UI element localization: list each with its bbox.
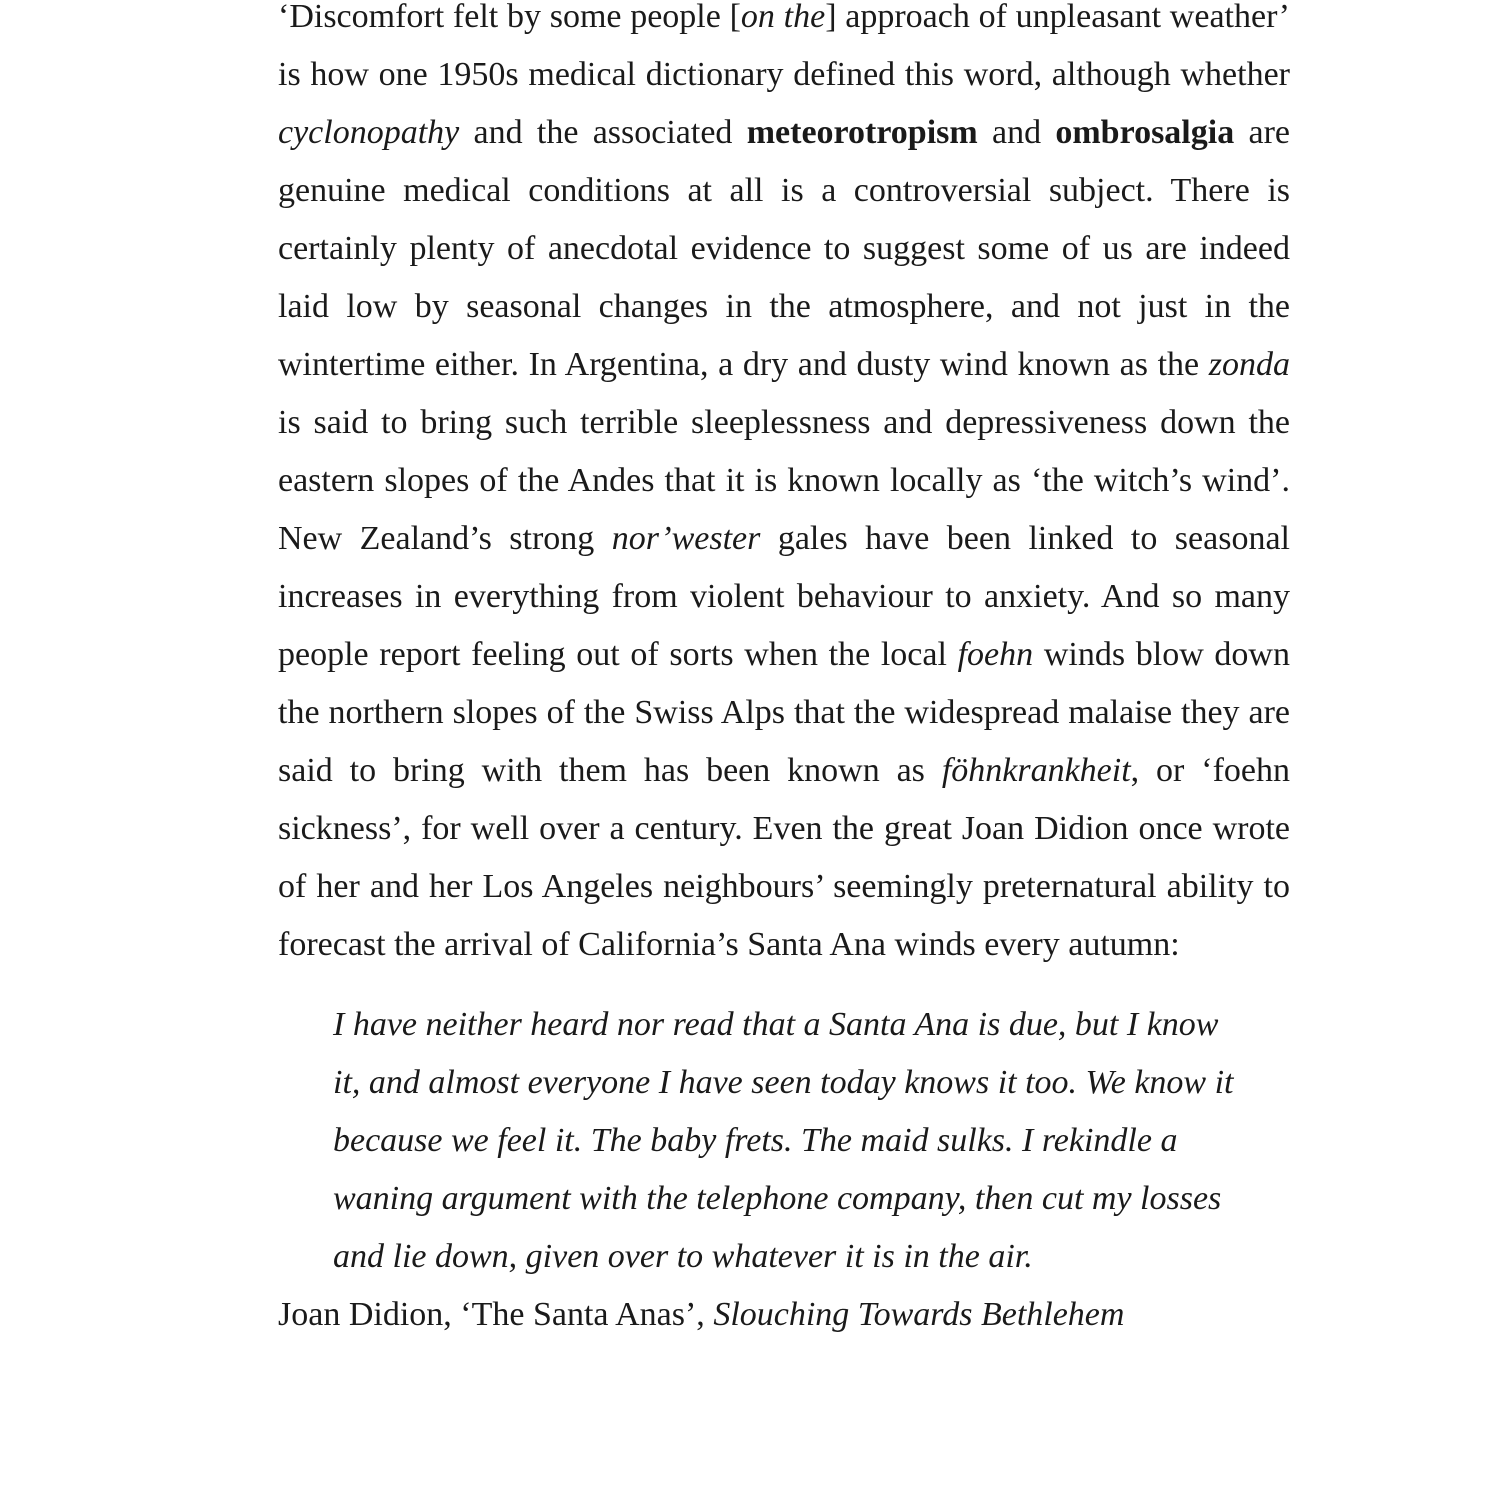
text-run: , or ‘foehn sickness’, for well over a century. Even the great Joan Didion once wrote of her and her Los Angeles neighbours’ seemingly preternatural ability to forecast the arrival of California’s Santa Ana winds every autumn:: [278, 752, 1290, 963]
italic-term: föhnkrankheit: [941, 752, 1131, 789]
italic-term: on the: [740, 0, 826, 35]
italic-term: nor’wester: [611, 520, 761, 557]
citation-work: Slouching Towards Bethlehem: [713, 1296, 1125, 1333]
italic-term: cyclonopathy: [278, 114, 460, 151]
quote-citation: [278, 1286, 1290, 1344]
text-run: ‘Discomfort felt by some people [: [278, 0, 741, 35]
text-run: ] approach of unpleasant weather’ is how one 1950s medical dictionary defined this word, although whether: [278, 0, 1290, 93]
text-run: winds blow down the northern slopes of the Swiss Alps that the widespread malaise they are said to bring with them has been known as: [278, 636, 1290, 789]
text-run: and: [977, 114, 1056, 151]
block-quote: I have neither heard nor read that a Santa Ana is due, but I know it, and almost everyone I have seen today knows it too. We know it because we feel it. The baby frets. The maid sulks. I rekindle a waning argument with the telephone company, then cut my losses and lie down, given over to whatever it is in the air.: [333, 1006, 1234, 1275]
text-run: gales have been linked to seasonal increases in everything from violent behaviour to anxiety. And so many people report feeling out of sorts when the local: [278, 520, 1290, 673]
text-run: is said to bring such terrible sleeplessness and depressiveness down the eastern slopes of the Andes that it is known locally as ‘the witch’s wind’. New Zealand’s strong: [278, 404, 1290, 557]
page-content: [278, 0, 1290, 1344]
italic-term: zonda: [1208, 346, 1290, 383]
text-run: and the associated: [459, 114, 747, 151]
citation-author: Joan Didion, ‘The Santa Anas’,: [278, 1296, 714, 1333]
bold-term: ombrosalgia: [1055, 114, 1235, 151]
italic-term: foehn: [957, 636, 1034, 673]
text-run: are genuine medical conditions at all is a controversial subject. There is certainly plenty of anecdotal evidence to suggest some of us are indeed laid low by seasonal changes in the atmosphere, and not just in the wintertime either. In Argentina, a dry and dusty wind known as the: [278, 114, 1290, 383]
body-paragraph: [278, 0, 1290, 974]
bold-term: meteorotropism: [746, 114, 978, 151]
